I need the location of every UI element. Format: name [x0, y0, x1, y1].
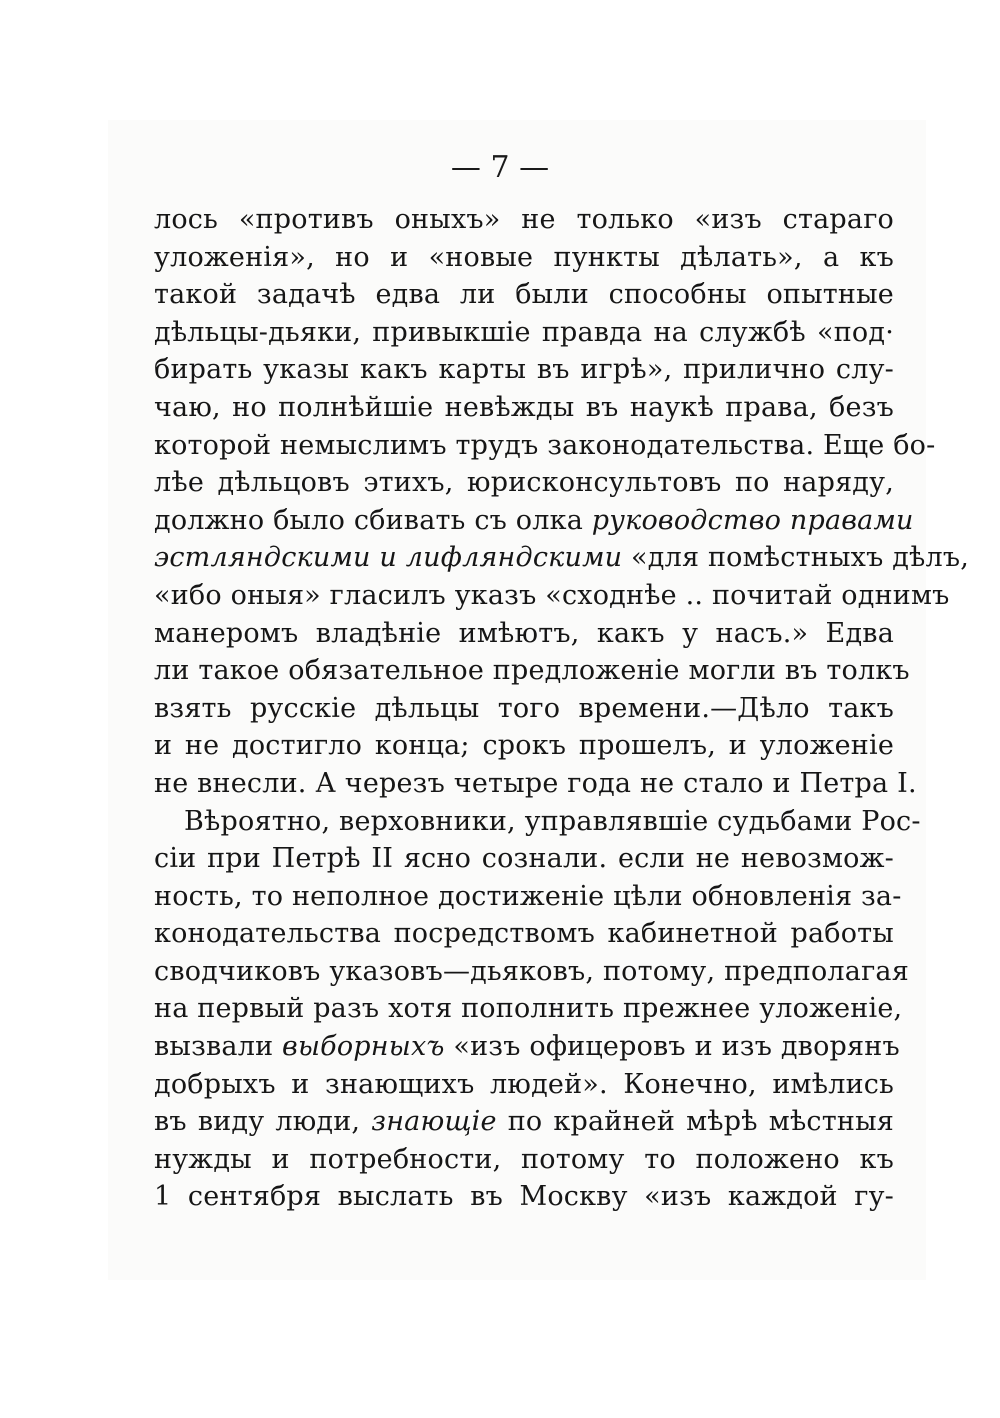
- text-segment: въ виду люди,: [154, 1106, 372, 1138]
- body-text: [154, 201, 970, 1216]
- text-line: [154, 1178, 894, 1216]
- text-segment: добрыхъ и знающихъ людей». Конечно, имѣлись: [154, 1068, 894, 1100]
- text-line: [154, 878, 902, 916]
- text-segment: «изъ офицеровъ и изъ дворянъ: [444, 1031, 900, 1063]
- text-line: [154, 690, 894, 728]
- text-segment: вызвали: [154, 1031, 283, 1063]
- text-segment: по крайней мѣрѣ мѣстныя: [496, 1106, 895, 1138]
- text-line: [154, 351, 894, 389]
- text-line: [154, 389, 894, 427]
- text-line: [154, 1141, 894, 1179]
- text-line: [154, 615, 894, 653]
- text-line: [154, 502, 914, 540]
- text-line: [154, 953, 909, 991]
- text-segment: сводчиковъ указовъ—дьяковъ, потому, предполагая: [154, 955, 909, 987]
- text-segment: конодательства посредствомъ кабинетной работы: [154, 918, 894, 950]
- text-segment: ность, то неполное достиженіе цѣли обновленія за-: [154, 880, 902, 912]
- italic-text: выборныхъ: [282, 1031, 445, 1063]
- text-segment: и не достигло конца; срокъ прошелъ, и уложеніе: [154, 730, 894, 762]
- text-segment: которой немыслимъ трудъ законодательства. Еще бо-: [154, 429, 936, 461]
- text-line: [154, 765, 917, 803]
- text-line: [154, 1066, 894, 1104]
- italic-text: руководство правами: [591, 504, 914, 536]
- text-segment: 1 сентября выслать въ Москву «изъ каждой гу-: [154, 1181, 894, 1213]
- text-line: [154, 427, 936, 465]
- text-segment: чаю, но полнѣйшіе невѣжды въ наукѣ права, безъ: [154, 391, 894, 423]
- text-line: [154, 464, 894, 502]
- text-line: [154, 539, 970, 577]
- text-segment: не внесли. А черезъ четыре года не стало и Петра I.: [154, 767, 917, 799]
- text-segment: Вѣроятно, верховники, управлявшіе судьбами Рос-: [184, 805, 921, 837]
- text-segment: дѣльцы-дьяки, привыкшіе правда на службѣ «под·: [154, 316, 894, 348]
- page-number: — 7 —: [450, 150, 550, 185]
- text-line: [154, 276, 894, 314]
- text-segment: манеромъ владѣніе имѣютъ, какъ у насъ.» Едва: [154, 617, 894, 649]
- text-line: [154, 314, 894, 352]
- text-segment: на первый разъ хотя пополнить прежнее уложеніе,: [154, 993, 903, 1025]
- text-line: [154, 915, 894, 953]
- text-segment: лось «противъ оныхъ» не только «изъ стараго: [154, 204, 894, 235]
- text-line: [154, 652, 910, 690]
- text-segment: «ибо оныя» гласилъ указъ «сходнѣе .. почитай однимъ: [154, 579, 950, 611]
- text-segment: лѣе дѣльцовъ этихъ, юрисконсультовъ по наряду,: [154, 467, 894, 499]
- italic-text: эстляндскими и лифляндскими: [154, 542, 632, 574]
- text-segment: «для помѣстныхъ дѣлъ,: [631, 542, 970, 574]
- text-segment: должно было сбивать съ олка: [154, 504, 592, 536]
- text-segment: ли такое обязательное предложеніе могли въ толкъ: [154, 655, 910, 687]
- text-segment: взять русскіе дѣльцы того времени.—Дѣло такъ: [154, 692, 894, 724]
- text-line: [154, 727, 894, 765]
- text-line: [154, 840, 894, 878]
- text-line: [154, 990, 903, 1028]
- text-line: [154, 577, 950, 615]
- text-segment: такой задачѣ едва ли были способны опытные: [154, 279, 894, 311]
- text-line: [154, 201, 894, 239]
- text-segment: бирать указы какъ карты въ игрѣ», прилично слу-: [154, 354, 894, 386]
- text-line: [154, 803, 921, 841]
- text-line: [154, 239, 894, 277]
- text-line: [154, 1103, 894, 1141]
- italic-text: знающіе: [371, 1106, 497, 1138]
- text-line: [154, 1028, 900, 1066]
- text-segment: нужды и потребности, потому то положено къ: [154, 1143, 894, 1175]
- text-segment: сіи при Петрѣ II ясно сознали. если не невозмож-: [154, 843, 894, 875]
- text-segment: уложенія», но и «новые пункты дѣлать», а къ: [154, 241, 894, 273]
